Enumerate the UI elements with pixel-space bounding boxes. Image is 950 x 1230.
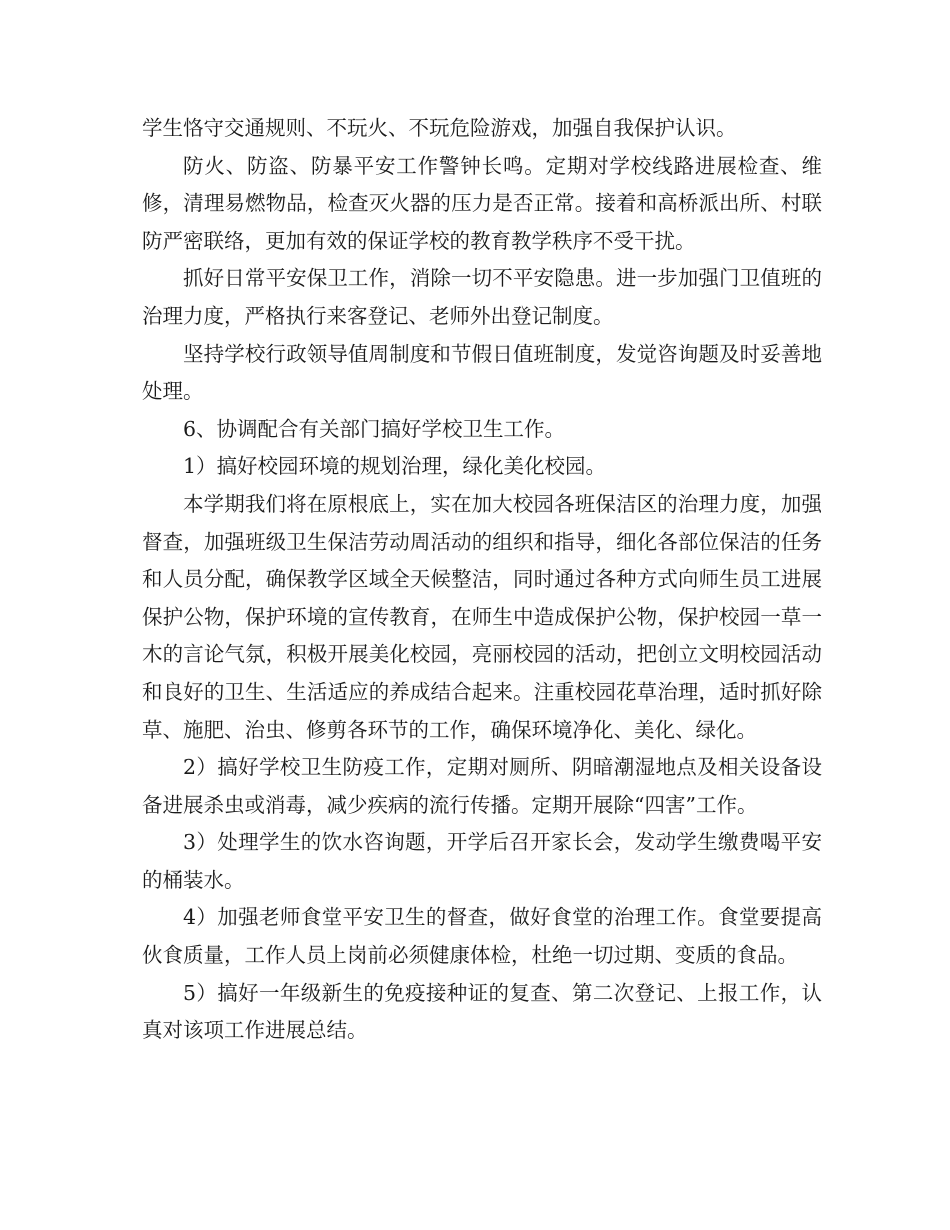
paragraph-section-6-heading: 6、协调配合有关部门搞好学校卫生工作。 xyxy=(183,416,566,441)
paragraph-duty-system: 坚持学校行政领导值周制度和节假日值班制度，发觉咨询题及时妥善地处理。 xyxy=(142,341,822,404)
paragraph-item-4-canteen: 4）加强老师食堂平安卫生的督查，做好食堂的治理工作。食堂要提高伙食质量，工作人员上岗前必须健康体检，杜绝一切过期、变质的食品。 xyxy=(142,905,822,968)
document-page xyxy=(142,110,822,1050)
paragraph-fire-theft-safety: 防火、防盗、防暴平安工作警钟长鸣。定期对学校线路进展检查、维修，清理易燃物品，检查灭火器的压力是否正常。接着和高桥派出所、村联防严密联络，更加有效的保证学校的教育教学秩序不受干扰。 xyxy=(142,153,822,253)
paragraph-item-3-drinking-water: 3）处理学生的饮水咨询题，开学后召开家长会，发动学生缴费喝平安的桶装水。 xyxy=(142,830,822,892)
paragraph-item-2-epidemic-prevention: 2）搞好学校卫生防疫工作，定期对厕所、阴暗潮湿地点及相关设备设备进展杀虫或消毒，减少疾病的流行传播。定期开展除“四害”工作。 xyxy=(142,755,822,817)
paragraph-item-1-heading: 1）搞好校园环境的规划治理，绿化美化校园。 xyxy=(183,454,607,479)
paragraph-traffic-safety: 学生恪守交通规则、不玩火、不玩危险游戏，加强自我保护认识。 xyxy=(142,116,737,140)
paragraph-campus-environment: 本学期我们将在原根底上，实在加大校园各班保洁区的治理力度，加强督查，加强班级卫生保洁劳动周活动的组织和指导，细化各部位保洁的任务和人员分配，确保教学区域全天候整洁，同时通过各种方式向师生员工进展保护公物，保护环境的宣传教育，在师生中造成保护公物，保护校园一草一木的言论气氛，积极开展美化校园，亮丽校园的活动，把创立文明校园活动和良好的卫生、生活适应的养成结合起来。注重校园花草治理，适时抓好除草、施肥、治虫、修剪各环节的工作，确保环境净化、美化、绿化。 xyxy=(142,491,822,742)
paragraph-item-5-vaccination: 5）搞好一年级新生的免疫接种证的复查、第二次登记、上报工作，认真对该项工作进展总结。 xyxy=(142,980,822,1043)
paragraph-daily-security: 抓好日常平安保卫工作，消除一切不平安隐患。进一步加强门卫值班的治理力度，严格执行来客登记、老师外出登记制度。 xyxy=(142,266,822,328)
